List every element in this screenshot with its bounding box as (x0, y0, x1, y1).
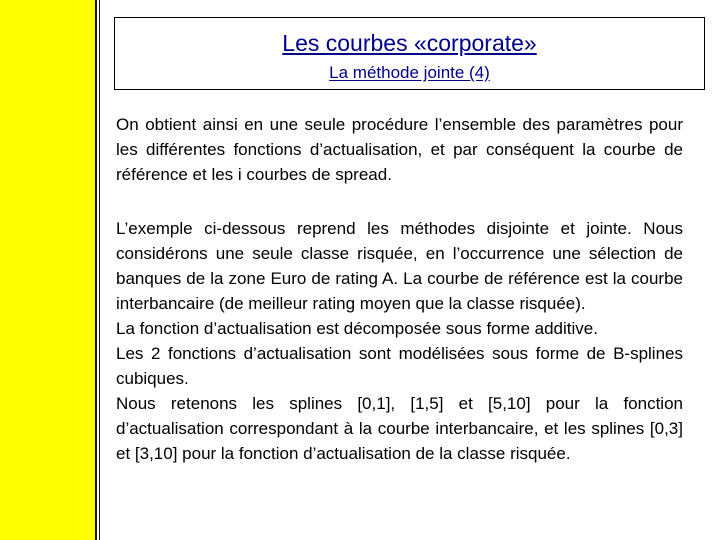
vertical-rule-thin (99, 0, 100, 540)
paragraph-2-line-1: L’exemple ci-dessous reprend les méthodes disjointe et jointe. Nous considérons une seule classe risquée, en l’occurrence une sélection de banques de la zone Euro de rating A. La courbe de référence est la courbe interbancaire (de meilleur rating moyen que la classe risquée). (116, 219, 683, 313)
left-decorative-band (0, 0, 95, 540)
title-box (114, 17, 705, 90)
slide-subtitle: La méthode jointe (4) (329, 63, 490, 82)
paragraph-2-line-3: Les 2 fonctions d’actualisation sont modélisées sous forme de B-splines cubiques. (116, 344, 683, 388)
paragraph-2-line-4: Nous retenons les splines [0,1], [1,5] et [5,10] pour la fonction d’actualisation correspondant à la courbe interbancaire, et les splines [0,3] et [3,10] pour la fonction d’actualisation de la classe risquée. (116, 394, 683, 463)
paragraph-2-line-2: La fonction d’actualisation est décomposée sous forme additive. (116, 319, 598, 338)
paragraph-1-text: On obtient ainsi en une seule procédure l’ensemble des paramètres pour les différentes fonctions d’actualisation, et par conséquent la courbe de référence et les i courbes de spread. (116, 115, 683, 184)
paragraph-1 (116, 112, 683, 187)
vertical-rule-thick (95, 0, 97, 540)
slide-title: Les courbes «corporate» (282, 30, 537, 56)
paragraph-2 (116, 216, 683, 466)
